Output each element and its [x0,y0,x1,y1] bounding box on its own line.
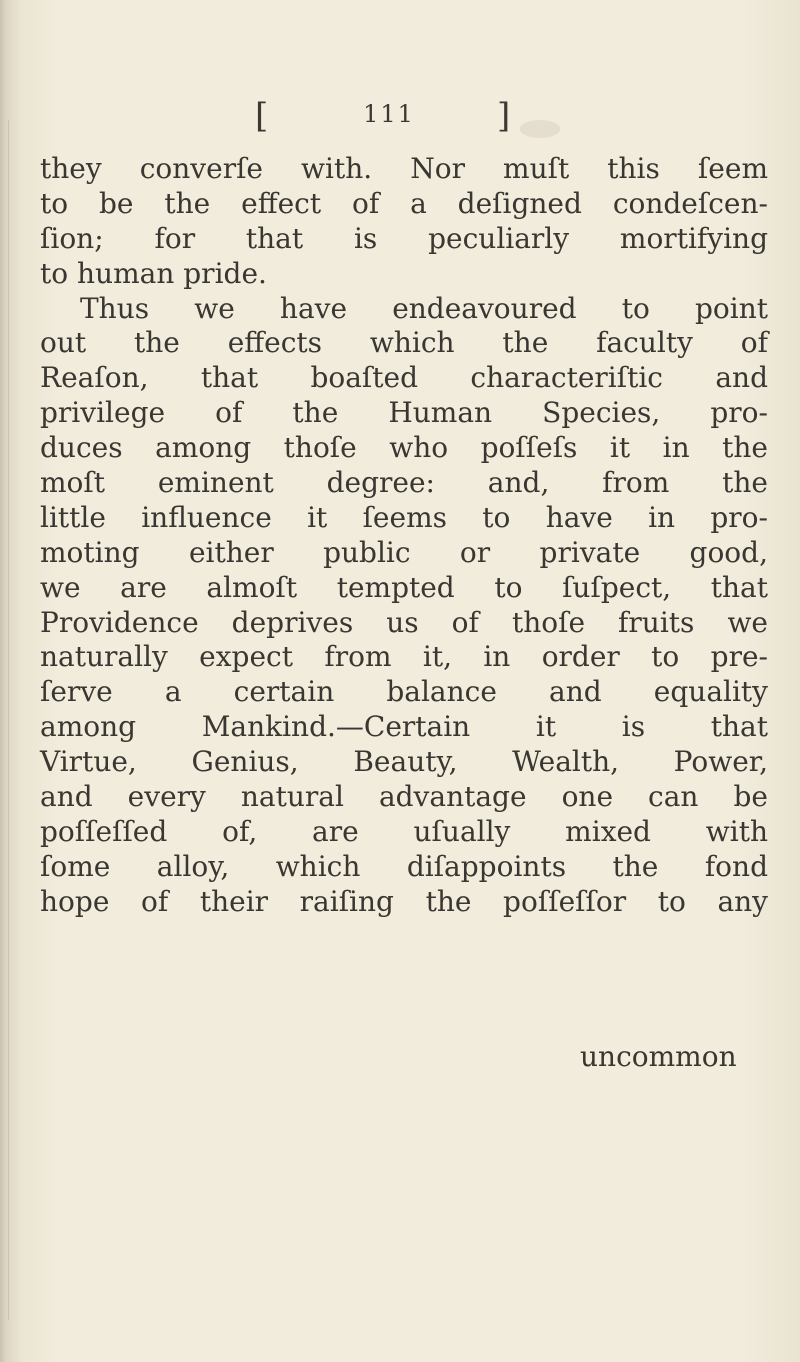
body-text [40,152,768,920]
catchword: uncommon [580,1040,737,1073]
text-line: among Mankind.—Certain it is that [40,710,768,744]
text-line: they converſe with. Nor muſt this ſeem [40,152,768,185]
page-gutter-shadow [8,120,9,1320]
text-line: Reaſon, that boaſted characteriſtic and [40,361,768,395]
text-line: ſion; for that is peculiarly mortifying [40,221,768,255]
text-line: moting either public or private good, [40,535,768,569]
page-number: 111 [363,100,415,128]
text-line: privilege of the Human Species, pro- [40,396,768,430]
text-line: duces among thoſe who poſſeſs it in the [40,431,768,465]
text-line: naturally expect from it, in order to pre- [40,640,768,674]
header-right-bracket: ] [497,96,511,136]
text-line: we are almoſt tempted to ſuſpect, that [40,570,768,604]
text-line: and every natural advantage one can be [40,780,768,814]
text-line: Providence deprives us of thoſe fruits we [40,605,768,639]
text-line: little influence it ſeems to have in pro- [40,500,768,534]
page-header [0,96,800,146]
text-line: moſt eminent degree: and, from the [40,466,768,500]
header-left-bracket: [ [255,96,269,136]
text-line: hope of their raiſing the poſſeſſor to any [40,884,768,918]
text-line: to be the effect of a deſigned condeſcen- [40,186,768,220]
text-line: out the effects which the faculty of [40,326,768,360]
text-line: poſſeſſed of, are uſually mixed with [40,814,768,848]
text-line: to human pride. [40,256,267,290]
text-line: ſome alloy, which diſappoints the fond [40,849,768,883]
text-line: Virtue, Genius, Beauty, Wealth, Power, [40,745,768,779]
text-line: ſerve a certain balance and equality [40,675,768,709]
text-line: Thus we have endeavoured to point [80,291,768,325]
